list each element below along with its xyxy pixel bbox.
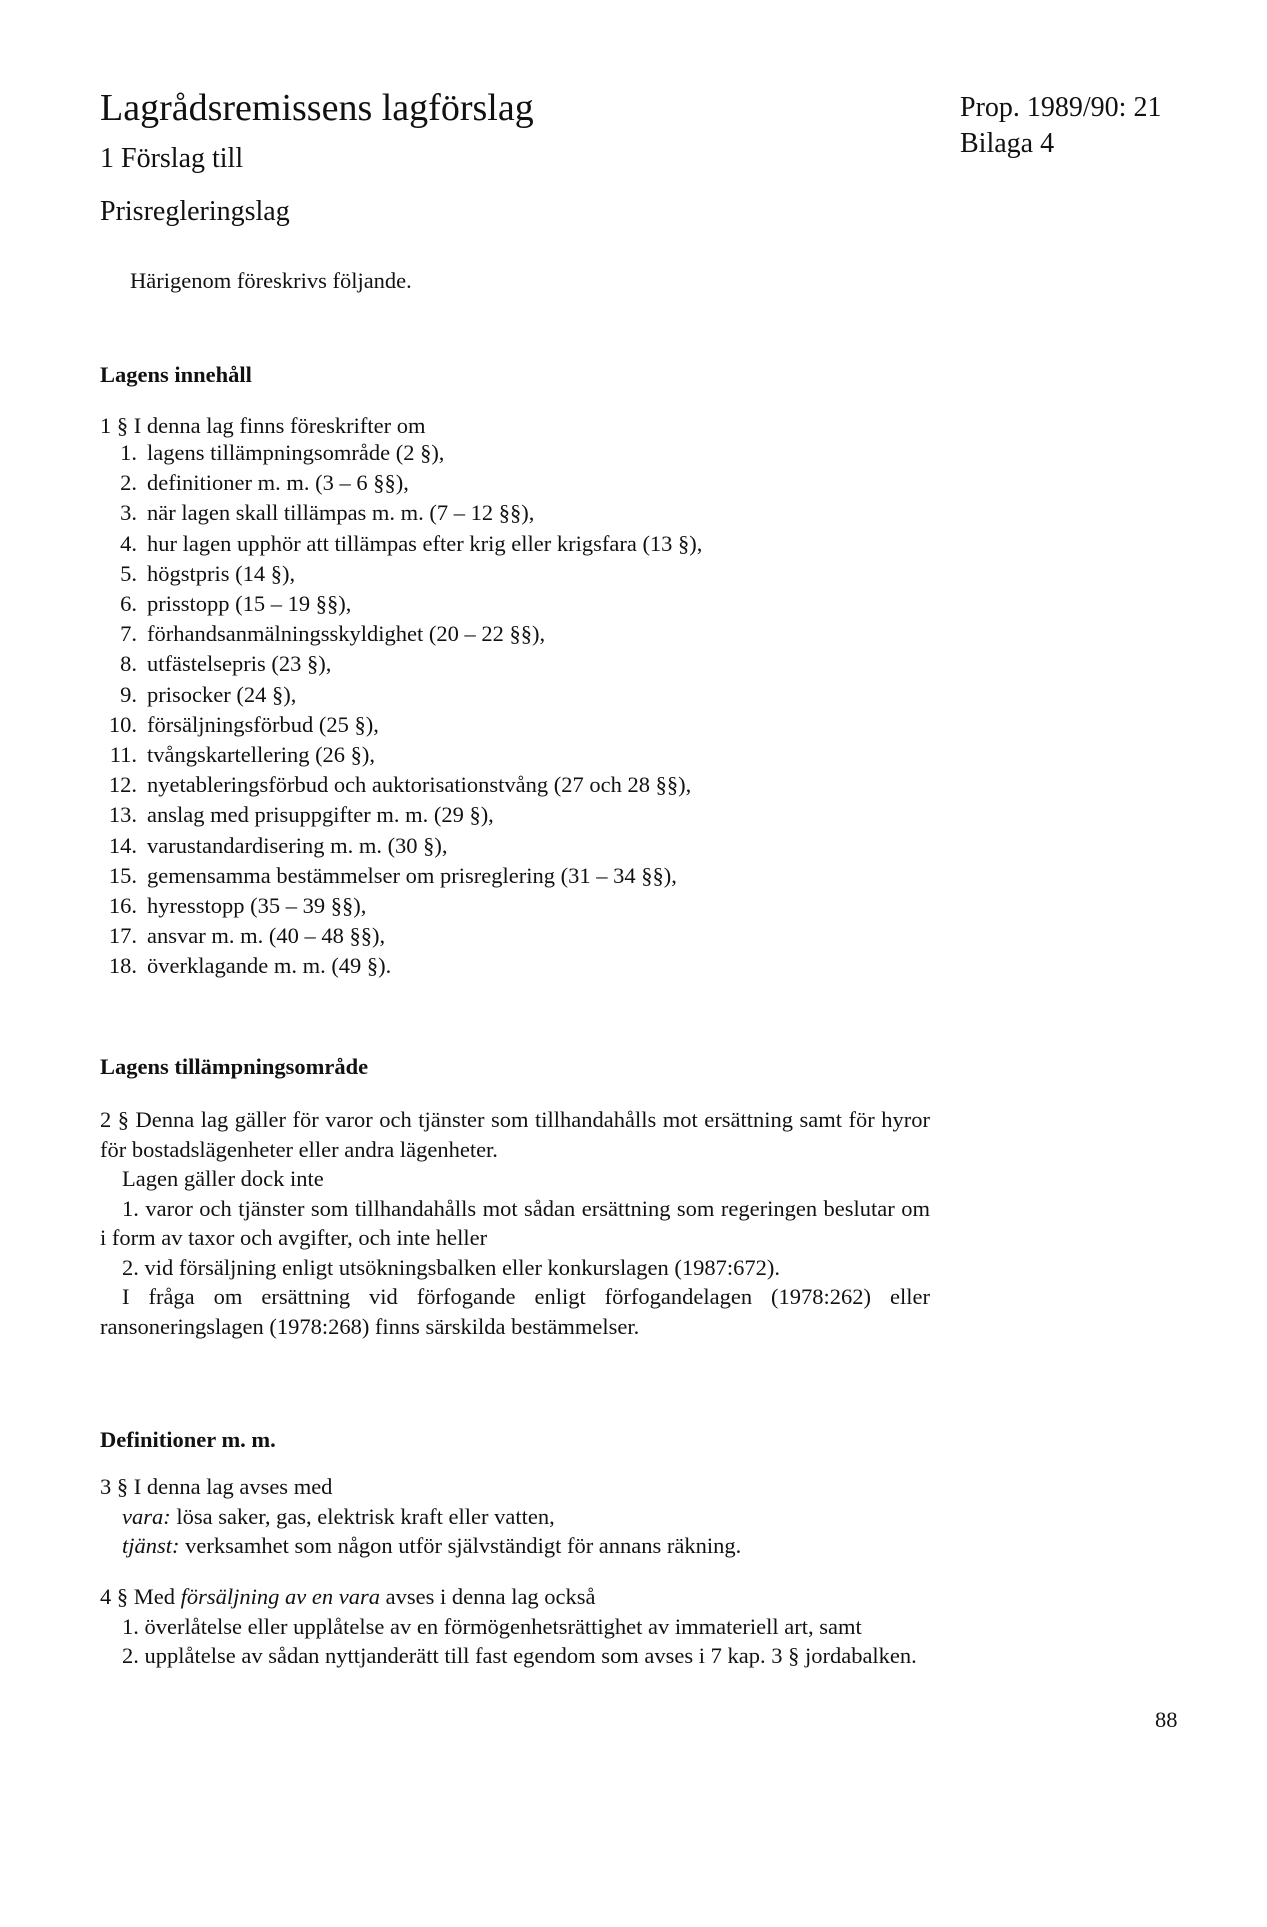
list-item-number: 2.	[120, 470, 137, 496]
list-item-number: 17.	[108, 923, 137, 949]
list-item	[107, 440, 444, 470]
section-heading-innehall: Lagens innehåll	[100, 362, 252, 387]
law-title: Prisregleringslag	[100, 196, 290, 227]
list-item-text: tvångskartellering (26 §),	[147, 742, 376, 767]
list-item-number: 3.	[120, 500, 137, 526]
list-item	[107, 682, 296, 712]
list-item	[107, 802, 494, 832]
list-item	[107, 742, 375, 772]
paragraph-4-pre: 4 § Med	[100, 1584, 181, 1609]
paragraph-4-lead	[100, 1582, 930, 1612]
paragraph-2-exception-1: 1. varor och tjänster som tillhandahålls mot sådan ersättning som regeringen beslutar om i form av taxor och avgifter, och inte heller	[100, 1195, 930, 1250]
section-heading-tillampning: Lagens tillämpningsområde	[100, 1054, 369, 1079]
list-item-text: anslag med prisuppgifter m. m. (29 §),	[147, 802, 494, 828]
definition-text: lösa saker, gas, elektrisk kraft eller vatten,	[170, 1503, 555, 1529]
list-item-text: prisocker (24 §),	[147, 681, 297, 707]
list-item-text: ansvar m. m. (40 – 48 §§),	[147, 923, 386, 949]
list-item-number: 13.	[108, 802, 137, 828]
list-item-text: lagens tillämpningsområde (2 §),	[147, 440, 445, 465]
list-item	[107, 923, 385, 953]
list-item	[107, 651, 331, 681]
list-item-number: 12.	[108, 772, 137, 798]
paragraph-4-term: försäljning av en vara	[180, 1584, 380, 1609]
intro-text: Härigenom föreskrivs följande.	[130, 268, 412, 293]
list-item	[107, 772, 691, 802]
paragraph-4-item-1: 1. överlåtelse eller upplåtelse av en förmögenhetsrättighet av immateriell art, samt	[122, 1613, 862, 1639]
list-item-text: nyetableringsförbud och auktorisationstvång (27 och 28 §§),	[147, 772, 692, 798]
paragraph-4-body	[100, 1582, 930, 1671]
list-item-number: 18.	[108, 953, 137, 979]
list-item-text: förhandsanmälningsskyldighet (20 – 22 §§),	[147, 621, 546, 647]
page-number: 88	[1155, 1707, 1178, 1732]
list-item	[107, 863, 677, 893]
list-item-number: 9.	[120, 681, 137, 707]
paragraph-2-text: 2 § Denna lag gäller för varor och tjänster som tillhandahålls mot ersättning samt för hyror för bostadslägenheter eller andra lägenheter.	[100, 1107, 930, 1162]
list-item	[107, 531, 702, 561]
paragraph-2-exception-lead: Lagen gäller dock inte	[122, 1166, 324, 1191]
paragraph-2-special-rules: I fråga om ersättning vid förfogande enligt förfogandelagen (1978:262) eller ransoneringslagen (1978:268) finns särskilda bestämmelser.	[100, 1284, 930, 1339]
list-item-number: 1.	[120, 440, 137, 465]
list-item-text: utfästelsepris (23 §),	[147, 651, 332, 677]
list-item	[107, 712, 379, 742]
definition-term: vara:	[122, 1503, 171, 1529]
list-item	[107, 500, 534, 530]
list-item-number: 15.	[108, 862, 137, 888]
paragraph-4-item-2: 2. upplåtelse av sådan nyttjanderätt till fast egendom som avses i 7 kap. 3 § jordabalken.	[122, 1643, 917, 1668]
list-item-text: prisstopp (15 – 19 §§),	[147, 591, 352, 616]
list-item-text: högstpris (14 §),	[147, 560, 296, 586]
page-title: Lagrådsremissens lagförslag	[100, 87, 534, 129]
list-item	[107, 833, 448, 863]
definition-term: tjänst:	[122, 1533, 180, 1558]
list-item-number: 7.	[120, 621, 137, 647]
paragraph-3-lead: 3 § I denna lag avses med	[100, 1474, 333, 1499]
list-item-number: 5.	[120, 560, 137, 586]
list-item-text: hyresstopp (35 – 39 §§),	[147, 893, 367, 918]
paragraph-4-post: avses i denna lag också	[379, 1584, 596, 1609]
list-item	[107, 953, 391, 983]
proposal-subtitle: 1 Förslag till	[100, 143, 244, 174]
section-tillampning-body	[100, 1105, 930, 1341]
list-item-text: gemensamma bestämmelser om prisreglering (31 – 34 §§),	[147, 862, 677, 888]
list-item-text: hur lagen upphör att tillämpas efter krig eller krigsfara (13 §),	[147, 530, 703, 556]
list-item-number: 16.	[108, 893, 137, 918]
list-item	[107, 470, 409, 500]
list-item-text: försäljningsförbud (25 §),	[147, 711, 379, 737]
list-item-number: 10.	[108, 711, 137, 737]
list-item-text: definitioner m. m. (3 – 6 §§),	[147, 470, 409, 496]
list-item-number: 11.	[109, 742, 137, 767]
list-item-text: överklagande m. m. (49 §).	[147, 953, 392, 979]
section-definitioner-body	[100, 1472, 930, 1561]
definition-tjanst	[100, 1531, 930, 1561]
list-item	[107, 591, 351, 621]
list-item-number: 14.	[108, 832, 137, 858]
list-item-number: 4.	[120, 530, 137, 556]
paragraph-2-exception-2: 2. vid försäljning enligt utsökningsbalken eller konkurslagen (1987:672).	[122, 1254, 781, 1280]
list-item-text: när lagen skall tillämpas m. m. (7 – 12 §§),	[147, 500, 535, 526]
definition-vara	[100, 1502, 930, 1532]
bilaga-reference: Bilaga 4	[960, 128, 1055, 159]
list-item-number: 6.	[120, 591, 137, 616]
list-item	[107, 561, 295, 591]
list-item	[107, 893, 366, 923]
prop-reference: Prop. 1989/90: 21	[960, 92, 1162, 123]
section-heading-definitioner: Definitioner m. m.	[100, 1427, 276, 1452]
list-item-text: varustandardisering m. m. (30 §),	[147, 832, 448, 858]
definition-text: verksamhet som någon utför självständigt för annans räkning.	[179, 1533, 742, 1558]
list-item-number: 8.	[120, 651, 137, 677]
paragraph-1-lead: 1 § I denna lag finns föreskrifter om	[100, 413, 426, 438]
list-item	[107, 621, 545, 651]
